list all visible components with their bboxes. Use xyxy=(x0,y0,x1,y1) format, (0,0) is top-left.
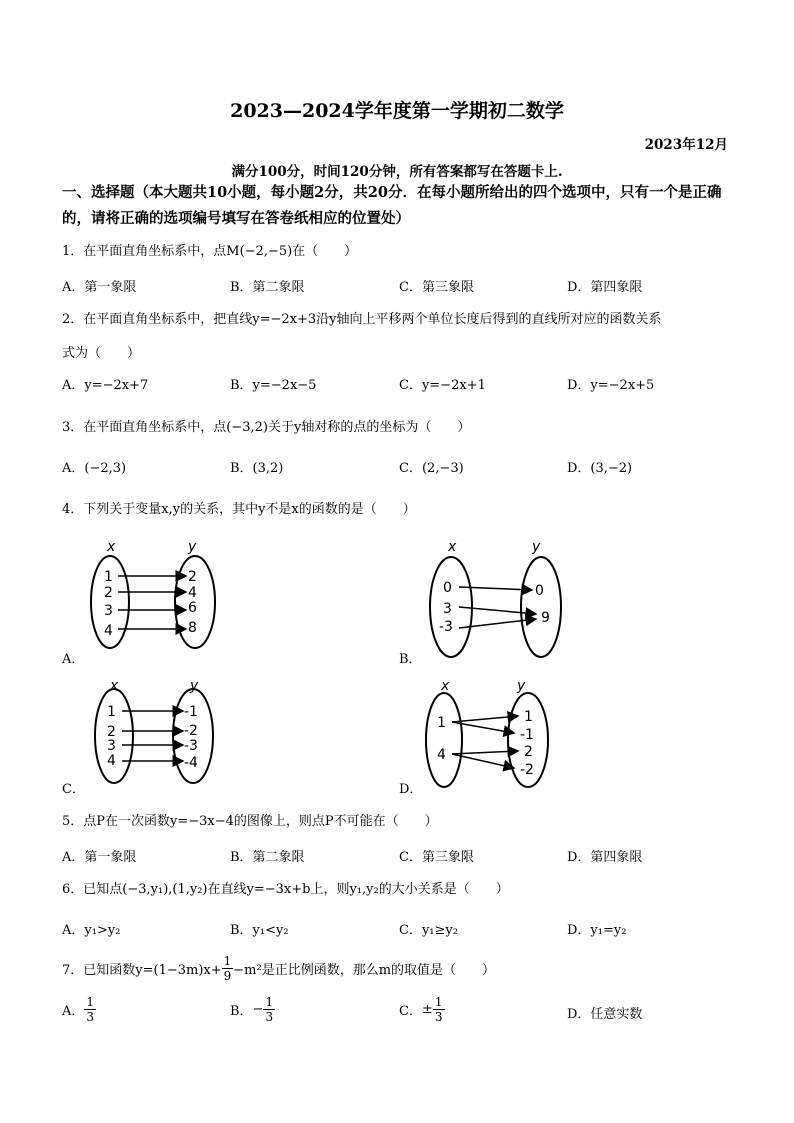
question-7-fraction-denominator: 9 xyxy=(223,969,232,983)
option-fraction xyxy=(433,995,445,1024)
question-7-stem-pre: 7．已知函数y=(1−3m)x+ xyxy=(62,963,222,978)
question-7-fraction-numerator: 1 xyxy=(223,954,232,968)
diagram-b-y-value: 0 xyxy=(535,583,544,599)
diagram-d-y-value: -2 xyxy=(520,762,534,778)
question-3-option-d: D．(3,−2) xyxy=(567,461,633,476)
question-5-stem: 5．点P在一次函数y=−3x−4的图像上，则点P不可能在（ ） xyxy=(62,814,438,829)
fraction-denominator: 3 xyxy=(86,1010,95,1024)
question-1-option-a: A．第一象限 xyxy=(62,280,137,295)
diagram-c-y-value: -2 xyxy=(184,723,198,739)
diagram-c-y-value: -1 xyxy=(184,704,198,720)
question-7-option-a xyxy=(62,995,96,1024)
diagram-d-y-value: -1 xyxy=(520,727,534,743)
diagram-c-y-value: -3 xyxy=(184,738,198,754)
diagram-a-y-value: 2 xyxy=(188,569,197,585)
diagram-a-x-value: 3 xyxy=(104,603,113,619)
question-2-stem-line1: 2．在平面直角坐标系中，把直线y=−2x+3沿y轴向上平移两个单位长度后得到的直线所对应的函数关系 xyxy=(62,312,662,327)
option-sign: − xyxy=(252,1002,264,1017)
option-label: C． xyxy=(399,1004,422,1019)
diagram-d xyxy=(426,678,548,787)
diagram-a-x-value: 2 xyxy=(104,585,113,601)
diagram-d-domain-oval xyxy=(426,693,462,787)
diagram-d-x-value: 4 xyxy=(437,747,446,763)
option-fraction xyxy=(263,995,275,1024)
diagram-d-y-value: 2 xyxy=(524,744,533,760)
question-4-option-c: C． xyxy=(62,782,85,797)
section-heading: 一、选择题（本大题共10小题，每小题2分，共20分．在每小题所给出的四个选项中，只有一个是正确的，请将正确的选项编号填写在答卷纸相应的位置处） xyxy=(62,184,722,227)
question-7-option-d xyxy=(567,1003,642,1022)
question-3-option-a: A．(−2,3) xyxy=(62,461,127,476)
fraction-denominator: 3 xyxy=(265,1010,274,1024)
diagram-a-y-value: 8 xyxy=(188,620,197,636)
diagram-d-x-label: x xyxy=(441,678,450,694)
diagram-a-y-value: 6 xyxy=(188,600,197,616)
diagram-b-x-label: x xyxy=(448,539,457,555)
diagram-d-arrow xyxy=(452,754,514,768)
question-1-option-d: D．第四象限 xyxy=(567,280,643,295)
question-2-stem-line2: 式为（ ） xyxy=(62,346,141,361)
option-label: D．任意实数 xyxy=(567,1007,643,1022)
page-title: 2023—2024学年度第一学期初二数学 xyxy=(230,100,564,122)
diagram-c-x-value: 1 xyxy=(107,704,116,720)
diagram-c-x-label: x xyxy=(110,678,119,694)
question-1-option-b: B．第二象限 xyxy=(230,280,305,295)
option-fraction xyxy=(84,995,96,1024)
diagram-b-arrow xyxy=(459,607,536,614)
question-7-stem xyxy=(62,954,495,983)
diagram-c-y-value: -4 xyxy=(184,755,198,771)
diagram-d-x-value: 1 xyxy=(437,715,446,731)
diagram-a-x-label: x xyxy=(107,539,116,555)
fraction-numerator: 1 xyxy=(86,995,95,1009)
diagram-a xyxy=(91,539,215,648)
question-7-option-b xyxy=(230,995,275,1024)
option-sign: ± xyxy=(421,1002,433,1017)
question-6-stem: 6．已知点(−3,y₁),(1,y₂)在直线y=−3x+b上，则y₁,y₂的大小关系是（ ） xyxy=(62,882,509,897)
diagram-d-y-label: y xyxy=(517,678,526,694)
question-1-option-c: C．第三象限 xyxy=(399,280,474,295)
question-4-option-b: B． xyxy=(399,652,422,667)
question-2-option-d: D．y=−2x+5 xyxy=(567,378,655,393)
question-7-option-c xyxy=(399,995,445,1024)
fraction-numerator: 1 xyxy=(265,995,274,1009)
diagram-c-x-value: 2 xyxy=(107,724,116,740)
question-3-option-b: B．(3,2) xyxy=(230,461,284,476)
question-2-option-c: C．y=−2x+1 xyxy=(399,378,486,393)
question-2-option-b: B．y=−2x−5 xyxy=(230,378,317,393)
diagram-a-x-value: 4 xyxy=(104,623,113,639)
diagram-b-x-value: 3 xyxy=(443,601,452,617)
fraction-denominator: 3 xyxy=(434,1010,443,1024)
diagram-a-x-value: 1 xyxy=(104,569,113,585)
diagram-c xyxy=(95,678,213,783)
diagram-c-x-value: 4 xyxy=(107,753,116,769)
diagram-b-y-label: y xyxy=(532,539,541,555)
question-6-option-a: A．y₁>y₂ xyxy=(62,923,121,938)
diagram-c-x-value: 3 xyxy=(107,738,116,754)
question-4-stem: 4．下列关于变量x,y的关系，其中y不是x的函数的是（ ） xyxy=(62,502,416,517)
question-5-option-b: B．第二象限 xyxy=(230,850,305,865)
diagram-d-arrow xyxy=(452,716,518,722)
diagram-b-y-value: 9 xyxy=(541,610,550,626)
diagram-a-y-value: 4 xyxy=(188,585,197,601)
question-2-option-a: A．y=−2x+7 xyxy=(62,378,149,393)
question-4-option-d: D． xyxy=(399,782,423,797)
option-label: A． xyxy=(62,1004,85,1019)
diagram-b xyxy=(430,539,561,657)
diagram-a-y-label: y xyxy=(188,539,197,555)
diagram-c-y-label: y xyxy=(190,678,199,694)
exam-date: 2023年12月 xyxy=(644,137,728,153)
diagram-b-x-value: 0 xyxy=(443,580,452,596)
question-3-stem: 3．在平面直角坐标系中，点(−3,2)关于y轴对称的点的坐标为（ ） xyxy=(62,420,471,435)
question-5-option-c: C．第三象限 xyxy=(399,850,474,865)
diagram-b-x-value: -3 xyxy=(439,619,453,635)
question-5-option-d: D．第四象限 xyxy=(567,850,643,865)
question-1-stem: 1．在平面直角坐标系中，点M(−2,−5)在（ ） xyxy=(62,244,358,259)
question-6-option-d: D．y₁=y₂ xyxy=(567,923,627,938)
fraction-numerator: 1 xyxy=(434,995,443,1009)
question-5-option-a: A．第一象限 xyxy=(62,850,137,865)
question-7-stem-post: −m²是正比例函数，那么m的取值是（ ） xyxy=(233,963,496,978)
question-4-option-a: A． xyxy=(62,652,85,667)
diagram-d-y-value: 1 xyxy=(524,709,533,725)
question-6-option-c: C．y₁≥y₂ xyxy=(399,923,458,938)
exam-instructions: 满分100分，时间120分钟，所有答案都写在答题卡上. xyxy=(231,164,563,180)
diagram-b-range-oval xyxy=(521,557,561,657)
question-6-option-b: B．y₁<y₂ xyxy=(230,923,289,938)
question-7-fraction xyxy=(222,954,234,983)
option-label: B． xyxy=(230,1004,253,1019)
question-3-option-c: C．(2,−3) xyxy=(399,461,464,476)
